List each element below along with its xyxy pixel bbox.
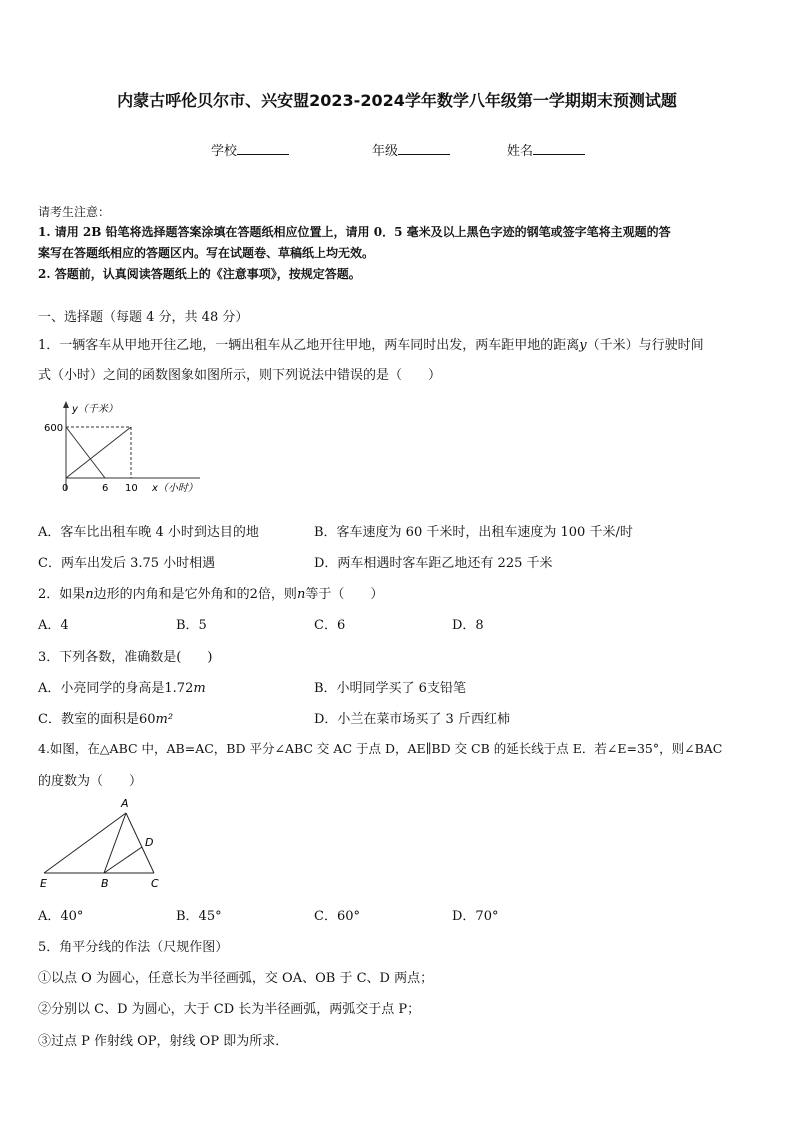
point-b-label: B bbox=[101, 877, 109, 890]
tick-600: 600 bbox=[44, 423, 64, 434]
section-heading: 一、选择题（每题 4 分，共 48 分） bbox=[38, 310, 249, 325]
q3-option-a[interactable] bbox=[38, 677, 206, 696]
q2-option-b[interactable]: B．5 bbox=[176, 618, 207, 633]
point-d-label: D bbox=[145, 836, 154, 849]
q2-text-b: 边形的内角和是它外角和的2倍，则 bbox=[93, 587, 297, 602]
x-axis-label: x（小时） bbox=[152, 483, 198, 494]
name-blank[interactable] bbox=[533, 141, 585, 155]
q1-line1-b: （千米）与行驶时间 bbox=[586, 338, 704, 353]
grade-blank[interactable] bbox=[398, 141, 450, 155]
q4-triangle-figure bbox=[36, 795, 171, 893]
notice-item1-line1: 1. 请用 2B 铅笔将选择题答案涂填在答题纸相应位置上，请用 0．5 毫米及以上黑色字迹的钢笔或签字笔将主观题的答 bbox=[38, 225, 671, 239]
q1-graph bbox=[40, 398, 215, 498]
school-field[interactable] bbox=[211, 140, 289, 159]
q2-var-n2: n bbox=[296, 587, 306, 602]
notice-heading: 请考生注意： bbox=[38, 205, 111, 219]
q2-stem bbox=[38, 583, 383, 602]
name-label: 姓名 bbox=[507, 144, 534, 159]
bus-line bbox=[66, 427, 131, 478]
q3-option-d[interactable]: D．小兰在菜市场买了 3 斤西红柿 bbox=[314, 712, 510, 727]
q1-option-d[interactable]: D．两车相遇时客车距乙地还有 225 千米 bbox=[314, 556, 553, 571]
q2-option-a[interactable]: A．4 bbox=[38, 618, 69, 633]
page-title: 内蒙古呼伦贝尔市、兴安盟2023-2024学年数学八年级第一学期期末预测试题 bbox=[117, 91, 677, 110]
q1-option-b[interactable]: B．客车速度为 60 千米时，出租车速度为 100 千米/时 bbox=[314, 525, 633, 540]
q1-line1-a: 1．一辆客车从甲地开往乙地，一辆出租车从乙地开往甲地，两车同时出发，两车距甲地的距离 bbox=[38, 338, 580, 353]
grade-field[interactable] bbox=[372, 140, 450, 159]
q1-line1 bbox=[38, 334, 704, 353]
tick-10: 10 bbox=[125, 483, 138, 494]
q2-text-c: 等于（ ） bbox=[305, 587, 384, 602]
y-axis-label: y（千米） bbox=[72, 404, 118, 415]
q3-stem: 3．下列各数，准确数是( ) bbox=[38, 650, 213, 665]
q1-var-y: y bbox=[579, 338, 587, 353]
q4-line2: 的度数为（ ） bbox=[38, 774, 143, 789]
q5-line1: 5．角平分线的作法（尺规作图） bbox=[38, 940, 229, 955]
name-field[interactable] bbox=[507, 140, 585, 159]
q3-option-c[interactable] bbox=[38, 708, 173, 727]
school-blank[interactable] bbox=[237, 141, 289, 155]
notice-item1-line2: 案写在答题纸相应的答题区内。写在试题卷、草稿纸上均无效。 bbox=[38, 246, 375, 260]
q4-option-a[interactable]: A．40° bbox=[38, 909, 84, 924]
q4-line1: 4.如图，在△ABC 中，AB=AC，BD 平分∠ABC 交 AC 于点 D，AE∥BD 交 CB 的延长线于点 E．若∠E=35°，则∠BAC bbox=[38, 741, 723, 756]
notice-item2: 2. 答题前，认真阅读答题纸上的《注意事项》，按规定答题。 bbox=[38, 267, 361, 281]
q1-option-a[interactable]: A．客车比出租车晚 4 小时到达目的地 bbox=[38, 525, 259, 540]
point-e-label: E bbox=[40, 877, 47, 890]
q1-line2: 式（小时）之间的函数图象如图所示，则下列说法中错误的是（ ） bbox=[38, 368, 442, 383]
q2-option-d[interactable]: D．8 bbox=[452, 618, 484, 633]
segment-ab bbox=[104, 813, 126, 873]
q3-option-a-unit: m bbox=[193, 681, 206, 696]
q2-text-a: 2．如果 bbox=[38, 587, 86, 602]
q2-var-n: n bbox=[85, 587, 94, 602]
segment-ea bbox=[44, 813, 126, 873]
tick-6: 6 bbox=[102, 483, 109, 494]
q4-option-d[interactable]: D．70° bbox=[452, 909, 499, 924]
grade-label: 年级 bbox=[372, 144, 399, 159]
point-a-label: A bbox=[121, 797, 129, 810]
q3-option-c-unit: m² bbox=[155, 712, 174, 727]
q3-option-c-text: C．教室的面积是60 bbox=[38, 712, 156, 727]
q1-option-c[interactable]: C．两车出发后 3.75 小时相遇 bbox=[38, 556, 216, 571]
segment-bd bbox=[104, 847, 142, 873]
tick-0: 0 bbox=[62, 483, 69, 494]
y-axis-arrow bbox=[63, 401, 69, 408]
school-label: 学校 bbox=[211, 144, 238, 159]
point-c-label: C bbox=[151, 877, 159, 890]
q5-step3: ③过点 P 作射线 OP，射线 OP 即为所求． bbox=[38, 1034, 289, 1049]
q3-option-b[interactable]: B．小明同学买了 6支铅笔 bbox=[314, 681, 466, 696]
q4-option-b[interactable]: B．45° bbox=[176, 909, 222, 924]
q3-option-a-text: A．小亮同学的身高是1.72 bbox=[38, 681, 194, 696]
q4-option-c[interactable]: C．60° bbox=[314, 909, 360, 924]
q5-step2: ②分别以 C、D 为圆心，大于 CD 长为半径画弧，两弧交于点 P； bbox=[38, 1002, 421, 1017]
q5-step1: ①以点 O 为圆心，任意长为半径画弧，交 OA、OB 于 C、D 两点； bbox=[38, 971, 434, 986]
q2-option-c[interactable]: C．6 bbox=[314, 618, 346, 633]
